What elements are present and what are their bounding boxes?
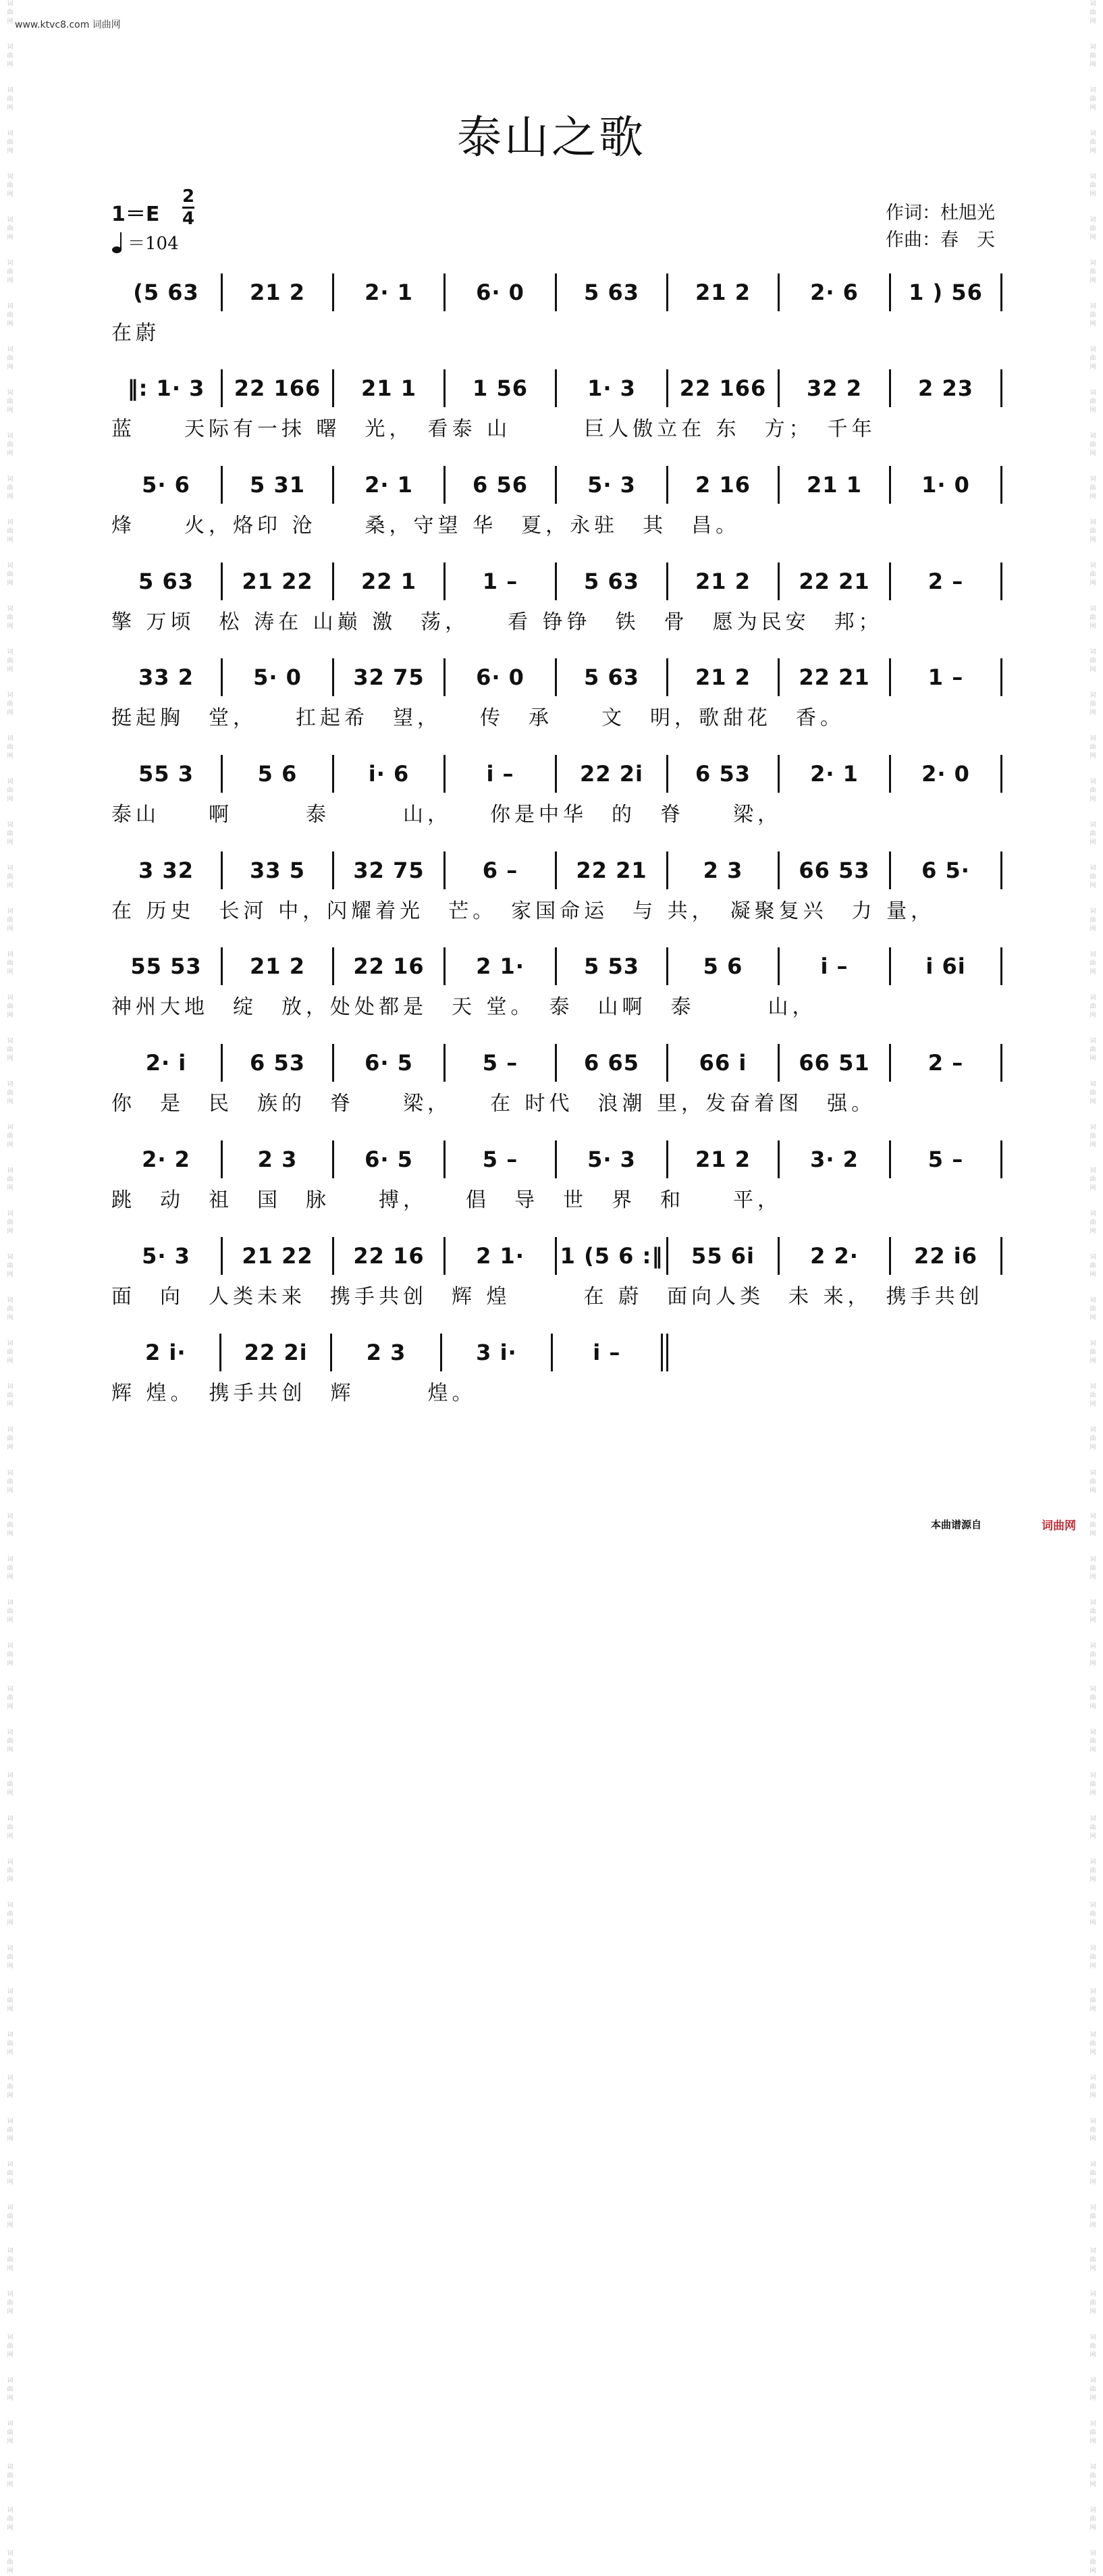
measure: 2 23	[918, 375, 973, 401]
notation-row	[111, 1329, 668, 1376]
watermark-text: 词 曲 网	[7, 1340, 14, 1365]
measure: 22 16	[353, 1243, 425, 1269]
watermark-text: 词 曲 网	[7, 346, 14, 371]
source-url[interactable]: www.ktvc8.com 词曲网	[15, 20, 121, 30]
measure: i –	[486, 761, 514, 787]
measure: 2· 1	[810, 761, 859, 787]
watermark-text: 词 曲 网	[7, 519, 14, 544]
measure: 55 6i	[691, 1243, 755, 1269]
watermark-text: 词 曲 网	[7, 2507, 14, 2531]
notation-row	[111, 1039, 1002, 1086]
watermark-text: 词 曲 网	[7, 1427, 14, 1451]
watermark-text: 词 曲 网	[7, 433, 14, 457]
score-system	[111, 365, 1002, 459]
measure: 5· 3	[587, 472, 636, 498]
watermark-text: 词 曲 网	[7, 1816, 14, 1840]
watermark-text: 词 曲 网	[7, 779, 14, 803]
watermark-text: 词 曲 网	[7, 865, 14, 889]
watermark-text: 词 曲 网	[1089, 1729, 1096, 1754]
watermark-text: 词 曲 网	[7, 822, 14, 846]
barline	[1000, 273, 1002, 311]
watermark-text: 词 曲 网	[7, 2161, 14, 2186]
score-system	[111, 1136, 1002, 1230]
measure: 5 6	[703, 953, 743, 979]
watermark-text: 词 曲 网	[7, 1600, 14, 1624]
watermark-text: 词 曲 网	[1089, 346, 1096, 371]
watermark-text: 词 曲 网	[1089, 174, 1096, 198]
watermark-text: 词 曲 网	[7, 1686, 14, 1710]
watermark-text: 词 曲 网	[1089, 519, 1096, 544]
watermark-text: 词 曲 网	[7, 174, 14, 198]
measure: 55 53	[130, 953, 202, 979]
measure: 2· i	[145, 1050, 187, 1076]
watermark-text: 词 曲 网	[1089, 87, 1096, 111]
notation-row	[111, 750, 1002, 797]
watermark-text: 词 曲 网	[1089, 476, 1096, 500]
measure: 2 3	[257, 1147, 298, 1172]
measure: ‖: 1· 3	[127, 375, 205, 401]
measure: 22 166	[234, 375, 321, 401]
watermark-text: 词 曲 网	[7, 1167, 14, 1192]
notation-row	[111, 1232, 1002, 1280]
watermark-text: 词 曲 网	[7, 1081, 14, 1105]
watermark-text: 词 曲 网	[7, 2421, 14, 2445]
measure: 5· 0	[253, 664, 302, 690]
measure: 2· 6	[810, 280, 859, 305]
measure: 5 63	[584, 569, 639, 594]
measure: 32 75	[353, 664, 425, 690]
watermark-text: 词 曲 网	[7, 87, 14, 111]
watermark-text: 词 曲 网	[1089, 649, 1096, 673]
watermark-text: 词 曲 网	[7, 130, 14, 155]
quarter-note-icon	[111, 231, 124, 254]
notation-row	[111, 558, 1002, 605]
lyricist: 作词：杜旭光	[886, 203, 995, 224]
measure: 2 1·	[476, 1243, 524, 1269]
footer-source-text: 本曲谱源自	[930, 1519, 981, 1531]
watermark-text: 词 曲 网	[1089, 130, 1096, 155]
score-system	[111, 558, 1002, 652]
measure: 1· 3	[587, 375, 636, 401]
watermark-text: 词 曲 网	[7, 1124, 14, 1149]
measure: 2 i·	[144, 1340, 186, 1365]
barline	[1000, 466, 1002, 504]
measure: 6 65	[584, 1050, 639, 1076]
watermark-text: 词 曲 网	[7, 1038, 14, 1062]
song-title: 泰山之歌	[457, 111, 646, 163]
measure: 66 i	[699, 1050, 747, 1076]
watermark-text: 词 曲 网	[1089, 1124, 1096, 1149]
watermark-text: 词 曲 网	[1089, 217, 1096, 241]
measure: 21 22	[242, 569, 313, 594]
notation-row	[111, 365, 1002, 412]
measure: 1 (5 6 :‖	[560, 1243, 664, 1269]
measure: 21 2	[695, 280, 751, 305]
measure: i 6i	[925, 953, 966, 979]
watermark-text: 词 曲 网	[1089, 1254, 1096, 1278]
lyrics-line: 烽 火，烙印 沧 桑，守望 华 夏，永驻 其 昌。	[111, 514, 741, 537]
measure: 22 2i	[244, 1340, 308, 1365]
key-signature: 1＝E	[111, 203, 160, 226]
watermark-text: 词 曲 网	[7, 562, 14, 587]
score-system	[111, 654, 1002, 748]
barline	[1000, 369, 1002, 407]
score-system	[111, 943, 1002, 1037]
measure: 5 –	[927, 1147, 964, 1172]
watermark-text: 词 曲 网	[7, 692, 14, 716]
lyrics-line: 擎 万顷 松 涛在 山巅 激 荡， 看 铮铮 铁 骨 愿为民安 邦；	[111, 610, 883, 634]
watermark-text: 词 曲 网	[7, 44, 14, 68]
watermark-text: 词 曲 网	[1089, 1297, 1096, 1321]
measure: 2· 0	[921, 761, 970, 787]
measure: 21 2	[250, 280, 305, 305]
watermark-text: 词 曲 网	[7, 2377, 14, 2402]
measure: 6 53	[250, 1050, 305, 1076]
measure: 3 i·	[476, 1340, 517, 1365]
measure: 5 53	[584, 953, 639, 979]
barline	[1000, 1044, 1002, 1082]
watermark-text: 词 曲 网	[1089, 1772, 1096, 1797]
measure: 22 21	[799, 664, 870, 690]
watermark-text: 词 曲 网	[1089, 1470, 1096, 1494]
measure: 2 16	[695, 472, 751, 498]
lyrics-line: 神州大地 绽 放，处处都是 天 堂。 泰 山啊 泰 山，	[111, 995, 817, 1019]
time-signature	[182, 186, 194, 229]
watermark-text: 词 曲 网	[1089, 390, 1096, 414]
watermark-text: 词 曲 网	[7, 2550, 14, 2575]
measure: 5 31	[250, 472, 305, 498]
measure: 2 3	[703, 858, 743, 883]
measure: 33 5	[250, 858, 305, 883]
lyrics-line: 面 向 人类未来 携手共创 辉 煌 在 蔚 面向人类 未 来， 携手共创	[111, 1285, 984, 1309]
watermark-text: 词 曲 网	[1089, 2032, 1096, 2056]
watermark-text: 词 曲 网	[7, 2205, 14, 2229]
watermark-text: 词 曲 网	[1089, 2550, 1096, 2575]
score-system	[111, 461, 1002, 556]
watermark-text: 词 曲 网	[1089, 2075, 1096, 2099]
lyrics-line: 跳 动 祖 国 脉 搏， 倡 导 世 界 和 平，	[111, 1188, 782, 1212]
lyrics-line: 在蔚	[111, 321, 160, 345]
watermark-text: 词 曲 网	[1089, 692, 1096, 716]
measure: 21 2	[695, 664, 751, 690]
measure: 2 1·	[476, 953, 524, 979]
watermark-text: 词 曲 网	[7, 303, 14, 327]
barline	[1000, 947, 1002, 985]
watermark-text: 词 曲 网	[7, 1643, 14, 1667]
watermark-text: 词 曲 网	[1089, 2205, 1096, 2229]
score-system	[111, 1232, 1002, 1327]
lyrics-line: 在 历史 长河 中，闪耀着光 芒。 家国命运 与 共， 凝聚复兴 力 量，	[111, 899, 936, 923]
watermark-text: 词 曲 网	[1089, 433, 1096, 457]
measure: 6· 5	[365, 1147, 413, 1172]
watermark-text: 词 曲 网	[1089, 951, 1096, 976]
measure: i –	[820, 953, 849, 979]
barline	[1000, 755, 1002, 793]
watermark-text: 词 曲 网	[1089, 2464, 1096, 2488]
watermark-text: 词 曲 网	[7, 2248, 14, 2272]
barline	[1000, 1237, 1002, 1275]
watermark-text: 词 曲 网	[1089, 2248, 1096, 2272]
score-system	[111, 1329, 1002, 1423]
barline	[1000, 658, 1002, 696]
measure: 21 2	[695, 569, 751, 594]
measure: 55 3	[138, 761, 194, 787]
watermark-text: 词 曲 网	[7, 217, 14, 241]
watermark-text: 词 曲 网	[1089, 779, 1096, 803]
lyrics-line: 蓝 天际有一抹 曙 光， 看泰 山 巨人傲立在 东 方； 千年	[111, 417, 876, 441]
score-system	[111, 750, 1002, 845]
measure: (5 63	[133, 280, 199, 305]
measure: 32 2	[807, 375, 862, 401]
footer-logo[interactable]: 词曲网	[1042, 1519, 1076, 1533]
watermark-text: 词 曲 网	[7, 390, 14, 414]
measure: 21 1	[361, 375, 416, 401]
measure: 22 21	[576, 858, 647, 883]
watermark-text: 词 曲 网	[7, 1470, 14, 1494]
watermark-text: 词 曲 网	[1089, 995, 1096, 1019]
time-sig-bottom: 4	[182, 207, 194, 229]
measure: 32 75	[353, 858, 425, 883]
watermark-text: 词 曲 网	[7, 2032, 14, 2056]
watermark-text: 词 曲 网	[7, 1297, 14, 1321]
watermark-text: 词 曲 网	[1089, 1643, 1096, 1667]
watermark-text: 词 曲 网	[7, 1384, 14, 1408]
watermark-text: 词 曲 网	[1089, 1816, 1096, 1840]
watermark-text: 词 曲 网	[1089, 2291, 1096, 2315]
credits	[886, 200, 995, 254]
watermark-text: 词 曲 网	[1089, 1384, 1096, 1408]
watermark-text: 词 曲 网	[1089, 1038, 1096, 1062]
watermark-text: 词 曲 网	[7, 649, 14, 673]
measure: 5· 3	[587, 1147, 636, 1172]
watermark-text: 词 曲 网	[7, 1729, 14, 1754]
measure: 6 56	[473, 472, 528, 498]
measure: 2 –	[927, 569, 964, 594]
measure: 66 51	[799, 1050, 870, 1076]
measure: 5 6	[257, 761, 298, 787]
watermark-text: 词 曲 网	[1089, 2507, 1096, 2531]
barline	[1000, 851, 1002, 889]
measure: 2· 1	[365, 280, 413, 305]
watermark-text: 词 曲 网	[1089, 1989, 1096, 2013]
tempo-marking	[111, 230, 179, 255]
watermark-text: 词 曲 网	[7, 1556, 14, 1581]
measure: 6 53	[695, 761, 751, 787]
watermark-text: 词 曲 网	[1089, 822, 1096, 846]
right-watermark-strip	[1085, 0, 1100, 2575]
watermark-text: 词 曲 网	[1089, 865, 1096, 889]
watermark-text: 词 曲 网	[7, 1513, 14, 1537]
watermark-text: 词 曲 网	[1089, 562, 1096, 587]
watermark-text: 词 曲 网	[7, 1772, 14, 1797]
watermark-text: 词 曲 网	[1089, 1686, 1096, 1710]
watermark-text: 词 曲 网	[1089, 1859, 1096, 1883]
lyrics-line: 泰山 啊 泰 山， 你是中华 的 脊 梁，	[111, 803, 782, 826]
notation-row	[111, 269, 1002, 316]
measure: 6· 0	[476, 280, 524, 305]
score-system	[111, 269, 1002, 363]
measure: 5· 3	[142, 1243, 190, 1269]
watermark-text: 词 曲 网	[7, 735, 14, 760]
measure: 3 32	[138, 858, 194, 883]
watermark-text: 词 曲 网	[1089, 1211, 1096, 1235]
measure: 21 1	[807, 472, 862, 498]
watermark-text: 词 曲 网	[1089, 1513, 1096, 1537]
barline	[661, 1334, 668, 1371]
watermark-text: 词 曲 网	[1089, 908, 1096, 932]
measure: 21 22	[242, 1243, 313, 1269]
watermark-text: 词 曲 网	[1089, 260, 1096, 284]
tempo-value: ＝104	[128, 234, 179, 254]
watermark-text: 词 曲 网	[7, 1211, 14, 1235]
notation-row	[111, 1136, 1002, 1183]
left-watermark-strip	[3, 0, 18, 2575]
watermark-text: 词 曲 网	[1089, 735, 1096, 760]
measure: 21 2	[695, 1147, 751, 1172]
measure: i –	[593, 1340, 621, 1365]
measure: 2 –	[927, 1050, 964, 1076]
time-sig-top: 2	[182, 186, 195, 207]
measure: i· 6	[368, 761, 410, 787]
measure: 5 63	[584, 664, 639, 690]
composer: 作曲：春 天	[886, 230, 995, 251]
watermark-text: 词 曲 网	[1089, 1600, 1096, 1624]
watermark-text: 词 曲 网	[1089, 606, 1096, 630]
watermark-text: 词 曲 网	[7, 2291, 14, 2315]
watermark-text: 词 曲 网	[1089, 2377, 1096, 2402]
watermark-text: 词 曲 网	[7, 1859, 14, 1883]
watermark-text: 词 曲 网	[1089, 1945, 1096, 1970]
measure: 2· 2	[142, 1147, 190, 1172]
watermark-text: 词 曲 网	[7, 995, 14, 1019]
measure: 22 i6	[914, 1243, 977, 1269]
watermark-text: 词 曲 网	[1089, 1340, 1096, 1365]
measure: 2 3	[366, 1340, 406, 1365]
notation-row	[111, 943, 1002, 990]
watermark-text: 词 曲 网	[7, 951, 14, 976]
watermark-text: 词 曲 网	[7, 1902, 14, 1926]
measure: 5· 6	[142, 472, 190, 498]
measure: 6 5·	[921, 858, 970, 883]
measure: 2· 1	[365, 472, 413, 498]
measure: 33 2	[138, 664, 194, 690]
score-system	[111, 847, 1002, 941]
measure: 22 16	[353, 953, 425, 979]
watermark-text: 词 曲 网	[1089, 2421, 1096, 2445]
watermark-text: 词 曲 网	[7, 2118, 14, 2143]
measure: 5 –	[482, 1147, 518, 1172]
lyrics-line: 挺起胸 堂， 扛起希 望， 传 承 文 明，歌甜花 香。	[111, 706, 844, 730]
measure: 66 53	[799, 858, 870, 883]
watermark-text: 词 曲 网	[7, 260, 14, 284]
measure: 21 2	[250, 953, 305, 979]
watermark-text: 词 曲 网	[7, 476, 14, 500]
measure: 22 1	[361, 569, 416, 594]
watermark-text: 词 曲 网	[1089, 1556, 1096, 1581]
watermark-text: 词 曲 网	[1089, 2334, 1096, 2359]
score-system	[111, 1039, 1002, 1134]
measure: 5 –	[482, 1050, 518, 1076]
measure: 5 63	[584, 280, 639, 305]
measure: 22 166	[679, 375, 767, 401]
watermark-text: 词 曲 网	[1089, 1167, 1096, 1192]
watermark-text: 词 曲 网	[7, 1254, 14, 1278]
measure: 2 2·	[810, 1243, 859, 1269]
measure: 22 21	[799, 569, 870, 594]
measure: 1 –	[482, 569, 518, 594]
watermark-text: 词 曲 网	[7, 2334, 14, 2359]
watermark-text: 词 曲 网	[1089, 2118, 1096, 2143]
watermark-text: 词 曲 网	[1089, 1, 1096, 25]
lyrics-line: 辉 煌。 携手共创 辉 煌。	[111, 1382, 477, 1405]
measure: 1 ) 56	[909, 280, 983, 305]
lyrics-line: 你 是 民 族的 脊 梁， 在 时代 浪潮 里，发奋着图 强。	[111, 1092, 876, 1115]
barline	[1000, 562, 1002, 600]
notation-row	[111, 654, 1002, 701]
measure: 1· 0	[921, 472, 970, 498]
measure: 22 2i	[580, 761, 643, 787]
watermark-text: 词 曲 网	[7, 2075, 14, 2099]
watermark-text: 词 曲 网	[1089, 303, 1096, 327]
measure: 6 –	[482, 858, 518, 883]
watermark-text: 词 曲 网	[7, 1, 14, 25]
watermark-text: 词 曲 网	[7, 1945, 14, 1970]
measure: 6· 0	[476, 664, 524, 690]
watermark-text: 词 曲 网	[1089, 44, 1096, 68]
watermark-text: 词 曲 网	[7, 1989, 14, 2013]
measure: 1 –	[927, 664, 964, 690]
barline	[1000, 1140, 1002, 1178]
measure: 6· 5	[365, 1050, 413, 1076]
watermark-text: 词 曲 网	[1089, 1427, 1096, 1451]
measure: 1 56	[473, 375, 528, 401]
measure: 5 63	[138, 569, 194, 594]
watermark-text: 词 曲 网	[1089, 1081, 1096, 1105]
notation-row	[111, 461, 1002, 508]
watermark-text: 词 曲 网	[7, 606, 14, 630]
watermark-text: 词 曲 网	[1089, 1902, 1096, 1926]
watermark-text: 词 曲 网	[1089, 2161, 1096, 2186]
measure: 3· 2	[810, 1147, 859, 1172]
notation-row	[111, 847, 1002, 894]
watermark-text: 词 曲 网	[7, 908, 14, 932]
watermark-text: 词 曲 网	[7, 2464, 14, 2488]
